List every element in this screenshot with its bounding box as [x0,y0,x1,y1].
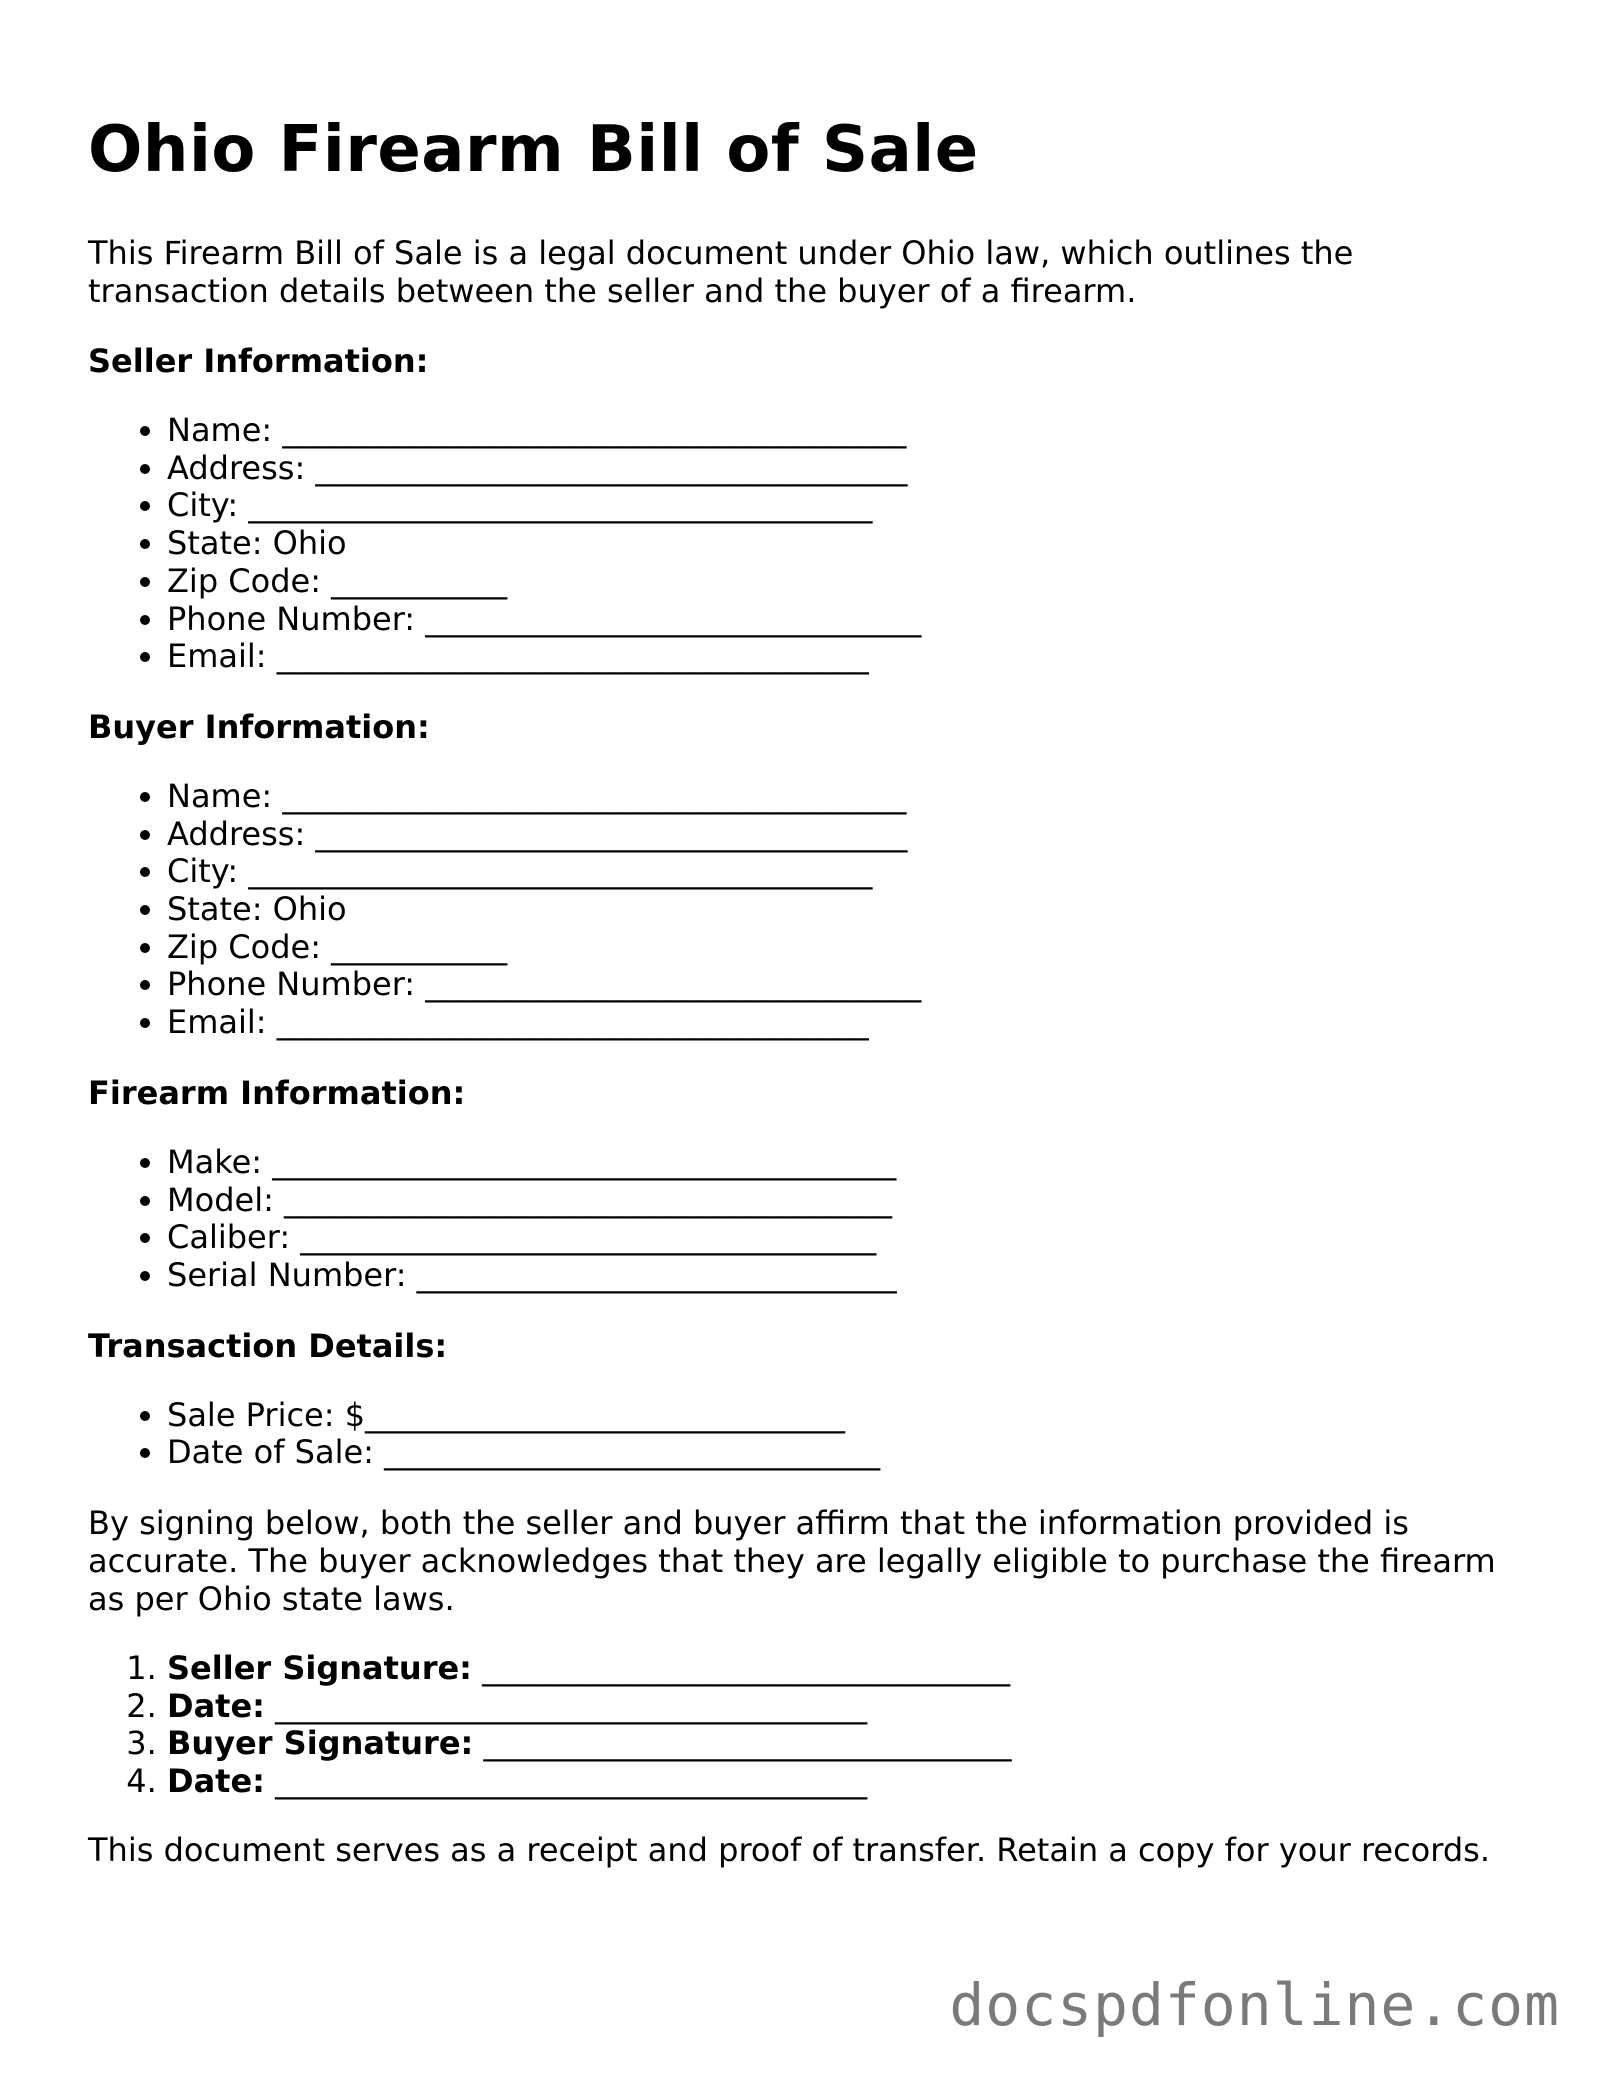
seller-date-blank: _____________________________________ [264,1686,868,1725]
affirmation-paragraph: By signing below, both the seller and buyer affirm that the information provided is accurate. The buyer acknowledges that they are legally eligible to purchase the firearm as per Ohio state laws. [88,1504,1496,1619]
seller-signature-blank: _________________________________ [471,1649,1011,1688]
document-page [88,110,1528,1869]
sale-price-field: • Sale Price: $______________________________ [167,1397,1528,1435]
buyer-state-field: • State: Ohio [167,891,1528,929]
site-watermark: docspdfonline.com [949,1971,1560,2039]
buyer-phone-field: • Phone Number: _______________________________ [167,966,1528,1004]
buyer-date-blank: _____________________________________ [264,1762,868,1801]
buyer-name-field: • Name: _______________________________________ [167,778,1528,816]
seller-address-field: • Address: _____________________________________ [167,450,1528,488]
buyer-fields-list [88,778,1528,1042]
transaction-heading: Transaction Details: [88,1326,448,1365]
firearm-serial-field: • Serial Number: ______________________________ [167,1257,1528,1295]
buyer-email-field: • Email: _____________________________________ [167,1004,1528,1042]
seller-state-field: • State: Ohio [167,525,1528,563]
firearm-make-field: • Make: _______________________________________ [167,1144,1528,1182]
intro-paragraph: This Firearm Bill of Sale is a legal document under Ohio law, which outlines the transaction details between the seller and the buyer of a firearm. [88,234,1354,310]
seller-phone-field: • Phone Number: _______________________________ [167,601,1528,639]
seller-date-label: Date: [167,1686,265,1725]
seller-zip-field: • Zip Code: ___________ [167,563,1528,601]
seller-name-field: • Name: _______________________________________ [167,412,1528,450]
seller-fields-list [88,412,1528,676]
buyer-date-label: Date: [167,1762,265,1801]
signature-list [88,1650,1528,1801]
buyer-city-field: • City: _______________________________________ [167,853,1528,891]
buyer-signature-blank: _________________________________ [473,1724,1012,1763]
seller-heading: Seller Information: [88,342,429,380]
buyer-signature-label: Buyer Signature: [167,1724,474,1763]
seller-signature-line [167,1650,1528,1688]
buyer-signature-line [167,1725,1528,1763]
seller-signature-label: Seller Signature: [167,1649,472,1688]
buyer-address-field: • Address: _____________________________________ [167,816,1528,854]
receipt-note: This document serves as a receipt and proof of transfer. Retain a copy for your records. [88,1830,1490,1869]
date-of-sale-field: • Date of Sale: _______________________________ [167,1434,1528,1472]
seller-date-line [167,1688,1528,1726]
buyer-zip-field: • Zip Code: ___________ [167,929,1528,967]
firearm-caliber-field: • Caliber: ____________________________________ [167,1219,1528,1257]
firearm-fields-list [88,1144,1528,1295]
transaction-fields-list [88,1397,1528,1472]
buyer-heading: Buyer Information: [88,707,430,746]
buyer-date-line [167,1763,1528,1801]
firearm-model-field: • Model: ______________________________________ [167,1182,1528,1220]
firearm-heading: Firearm Information: [88,1073,466,1112]
document-title: Ohio Firearm Bill of Sale [88,113,979,187]
seller-city-field: • City: _______________________________________ [167,487,1528,525]
seller-email-field: • Email: _____________________________________ [167,638,1528,676]
